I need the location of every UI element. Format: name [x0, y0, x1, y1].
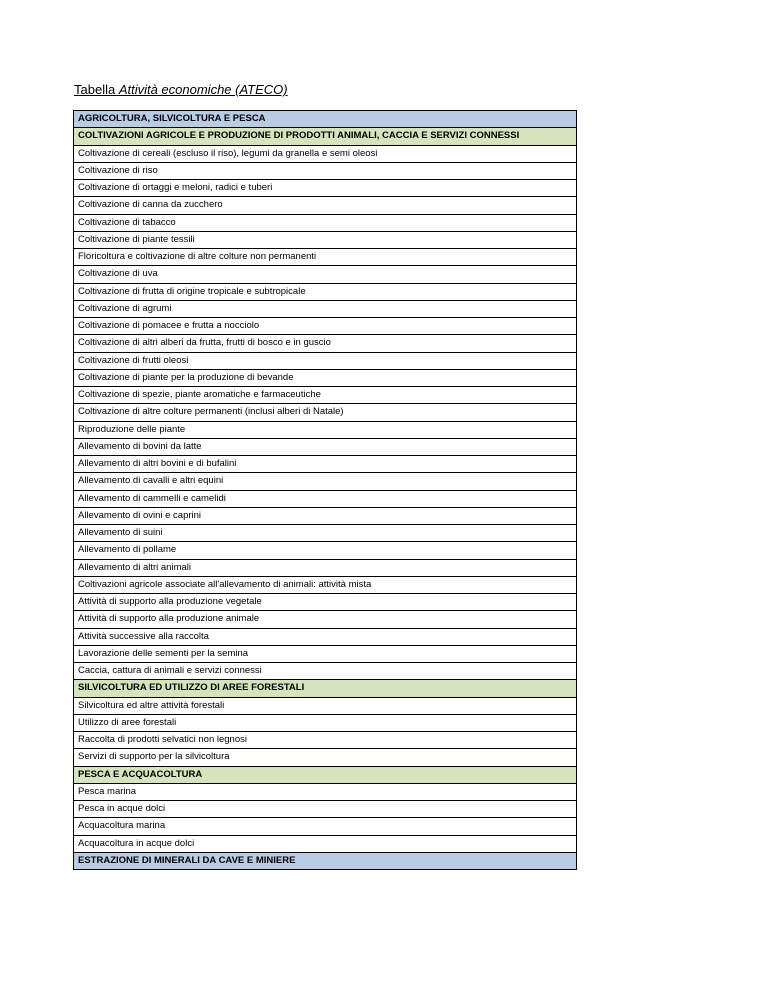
table-row — [74, 749, 577, 766]
activity-cell: Raccolta di prodotti selvatici non legnosi — [74, 732, 577, 749]
table-row — [74, 835, 577, 852]
activity-cell: Coltivazione di uva — [74, 266, 577, 283]
activity-cell: Acquacoltura in acque dolci — [74, 835, 577, 852]
division-header-cell: PESCA E ACQUACOLTURA — [74, 766, 577, 783]
activity-cell: Coltivazione di tabacco — [74, 214, 577, 231]
table-row — [74, 542, 577, 559]
table-row — [74, 645, 577, 662]
activity-cell: Coltivazione di pomacee e frutta a nocciolo — [74, 318, 577, 335]
ateco-table — [73, 110, 577, 870]
table-row — [74, 231, 577, 248]
table-row — [74, 283, 577, 300]
activity-cell: Coltivazione di altri alberi da frutta, frutti di bosco e in guscio — [74, 335, 577, 352]
activity-cell: Attività di supporto alla produzione vegetale — [74, 594, 577, 611]
activity-cell: Caccia, cattura di animali e servizi connessi — [74, 663, 577, 680]
activity-cell: Coltivazione di altre colture permanenti (inclusi alberi di Natale) — [74, 404, 577, 421]
table-row — [74, 611, 577, 628]
activity-cell: Coltivazione di cereali (escluso il riso), legumi da granella e semi oleosi — [74, 145, 577, 162]
activity-cell: Allevamento di cammelli e camelidi — [74, 490, 577, 507]
division-header-row — [74, 128, 577, 145]
activity-cell: Acquacoltura marina — [74, 818, 577, 835]
section-header-cell: AGRICOLTURA, SILVICOLTURA E PESCA — [74, 111, 577, 128]
activity-cell: Riproduzione delle piante — [74, 421, 577, 438]
activity-cell: Utilizzo di aree forestali — [74, 714, 577, 731]
activity-cell: Coltivazione di piante per la produzione di bevande — [74, 369, 577, 386]
table-row — [74, 628, 577, 645]
table-row — [74, 335, 577, 352]
table-row — [74, 714, 577, 731]
table-row — [74, 473, 577, 490]
table-row — [74, 559, 577, 576]
activity-cell: Coltivazione di piante tessili — [74, 231, 577, 248]
activity-cell: Allevamento di pollame — [74, 542, 577, 559]
table-row — [74, 594, 577, 611]
table-row — [74, 438, 577, 455]
table-row — [74, 818, 577, 835]
activity-cell: Allevamento di suini — [74, 525, 577, 542]
division-header-row — [74, 766, 577, 783]
activity-cell: Allevamento di ovini e caprini — [74, 507, 577, 524]
document-title — [74, 82, 288, 98]
table-row — [74, 507, 577, 524]
table-row — [74, 318, 577, 335]
table-row — [74, 369, 577, 386]
activity-cell: Coltivazione di frutti oleosi — [74, 352, 577, 369]
activity-cell: Coltivazione di spezie, piante aromatiche e farmaceutiche — [74, 387, 577, 404]
activity-cell: Coltivazione di frutta di origine tropicale e subtropicale — [74, 283, 577, 300]
activity-cell: Coltivazione di canna da zucchero — [74, 197, 577, 214]
activity-cell: Allevamento di altri bovini e di bufalini — [74, 456, 577, 473]
section-header-cell: ESTRAZIONE DI MINERALI DA CAVE E MINIERE — [74, 852, 577, 869]
division-header-row — [74, 680, 577, 697]
table-row — [74, 421, 577, 438]
table-row — [74, 249, 577, 266]
activity-cell: Allevamento di bovini da latte — [74, 438, 577, 455]
table-row — [74, 456, 577, 473]
table-row — [74, 525, 577, 542]
activity-cell: Pesca in acque dolci — [74, 801, 577, 818]
table-row — [74, 145, 577, 162]
activity-cell: Pesca marina — [74, 783, 577, 800]
table-row — [74, 576, 577, 593]
table-row — [74, 300, 577, 317]
activity-cell: Servizi di supporto per la silvicoltura — [74, 749, 577, 766]
table-row — [74, 732, 577, 749]
table-row — [74, 180, 577, 197]
section-header-row — [74, 852, 577, 869]
table-row — [74, 783, 577, 800]
activity-cell: Attività di supporto alla produzione animale — [74, 611, 577, 628]
activity-cell: Coltivazioni agricole associate all'allevamento di animali: attività mista — [74, 576, 577, 593]
activity-cell: Floricoltura e coltivazione di altre colture non permanenti — [74, 249, 577, 266]
table-row — [74, 801, 577, 818]
title-prefix: Tabella — [74, 82, 119, 97]
division-header-cell: SILVICOLTURA ED UTILIZZO DI AREE FORESTALI — [74, 680, 577, 697]
table-row — [74, 266, 577, 283]
activity-cell: Coltivazione di ortaggi e meloni, radici e tuberi — [74, 180, 577, 197]
activity-cell: Allevamento di altri animali — [74, 559, 577, 576]
table-row — [74, 352, 577, 369]
table-row — [74, 197, 577, 214]
table-row — [74, 162, 577, 179]
section-header-row — [74, 111, 577, 128]
activity-cell: Allevamento di cavalli e altri equini — [74, 473, 577, 490]
table-row — [74, 387, 577, 404]
activity-cell: Lavorazione delle sementi per la semina — [74, 645, 577, 662]
division-header-cell: COLTIVAZIONI AGRICOLE E PRODUZIONE DI PRODOTTI ANIMALI, CACCIA E SERVIZI CONNESSI — [74, 128, 577, 145]
activity-cell: Coltivazione di agrumi — [74, 300, 577, 317]
table-row — [74, 663, 577, 680]
table-row — [74, 214, 577, 231]
title-italic: Attività economiche (ATECO) — [118, 82, 288, 97]
activity-cell: Attività successive alla raccolta — [74, 628, 577, 645]
table-row — [74, 404, 577, 421]
table-row — [74, 490, 577, 507]
ateco-table-body — [74, 111, 577, 870]
activity-cell: Silvicoltura ed altre attività forestali — [74, 697, 577, 714]
activity-cell: Coltivazione di riso — [74, 162, 577, 179]
table-row — [74, 697, 577, 714]
